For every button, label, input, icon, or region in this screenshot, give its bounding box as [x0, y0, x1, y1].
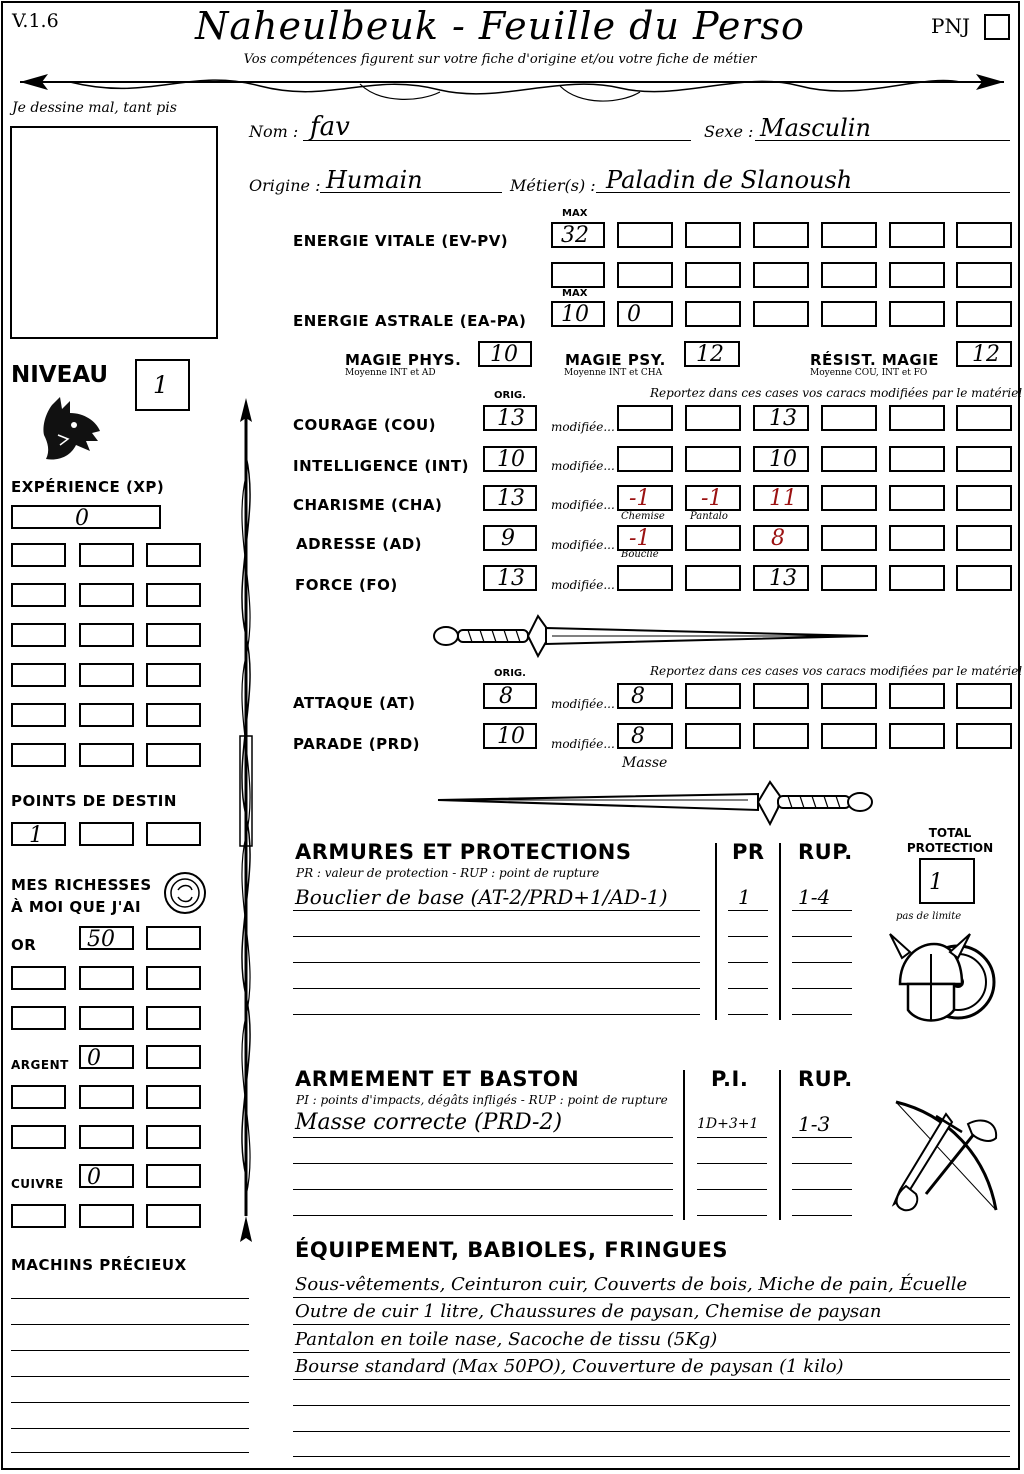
adresse-mod-box[interactable] [685, 525, 741, 551]
parade-mod-value: 8 [631, 724, 645, 749]
destin-label: POINTS DE DESTIN [11, 792, 177, 810]
or-box[interactable] [79, 966, 134, 990]
ea-box[interactable] [685, 301, 741, 327]
xp-box[interactable] [79, 583, 134, 607]
adresse-label: ADRESSE (AD) [296, 535, 423, 553]
intelligence-mod-box[interactable] [617, 446, 673, 472]
adresse-mod-value: -1 [629, 526, 651, 551]
ev-max-box[interactable] [551, 222, 605, 248]
adresse-mod-box[interactable] [753, 525, 809, 551]
cuivre-box[interactable] [79, 1164, 134, 1188]
niveau-value: 1 [153, 371, 169, 399]
parade-modif-label: modifiée... [551, 737, 615, 751]
charisme-label: CHARISME (CHA) [293, 496, 443, 514]
total-protection-hint: pas de limite [896, 911, 962, 922]
experience-value: 0 [75, 506, 89, 531]
equipement-line[interactable]: Pantalon en toile nase, Sacoche de tissu (5Kg) [295, 1329, 718, 1350]
magie-psy-hint: Moyenne INT et CHA [564, 368, 663, 378]
magie-phys-label: MAGIE PHYS. [345, 351, 462, 369]
ea-current-box[interactable] [617, 301, 673, 327]
parade-mod-box[interactable] [956, 723, 1012, 749]
adresse-mod-note: Bouclie [621, 549, 659, 560]
nom-label: Nom : [249, 122, 299, 141]
parade-orig-box[interactable] [483, 723, 537, 749]
sexe-line [755, 140, 1010, 141]
arme-line[interactable] [293, 1189, 673, 1190]
adresse-mod-box[interactable] [821, 525, 877, 551]
force-mod-box[interactable] [821, 565, 877, 591]
page-subtitle: Vos compétences figurent sur votre fiche d'origine et/ou votre fiche de métier [243, 52, 757, 67]
armures-divider [715, 843, 717, 1020]
xp-box[interactable] [11, 743, 66, 767]
ev-label: ENERGIE VITALE (EV-PV) [293, 232, 509, 250]
arme-line[interactable] [293, 1215, 673, 1216]
argent-value: 0 [87, 1046, 101, 1071]
armure-line[interactable] [293, 988, 700, 989]
intelligence-mod-box[interactable] [821, 446, 877, 472]
machins-line[interactable] [11, 1376, 249, 1377]
machins-line[interactable] [11, 1324, 249, 1325]
or-box[interactable] [79, 1006, 134, 1030]
or-value: 50 [87, 927, 115, 952]
destin-box[interactable] [79, 822, 134, 846]
ev-box[interactable] [685, 222, 741, 248]
equipement-line[interactable]: Sous-vêtements, Ceinturon cuir, Couverts de bois, Miche de pain, Écuelle [295, 1274, 968, 1295]
ea-box[interactable] [753, 301, 809, 327]
experience-box[interactable] [11, 505, 161, 529]
armure-rup-line [792, 910, 852, 911]
charisme-mod-box[interactable] [956, 485, 1012, 511]
xp-box[interactable] [11, 583, 66, 607]
machins-label: MACHINS PRÉCIEUX [11, 1256, 187, 1274]
force-mod-box[interactable] [753, 565, 809, 591]
or-box[interactable] [146, 926, 201, 950]
argent-box[interactable] [79, 1045, 134, 1069]
or-label: OR [11, 936, 37, 954]
xp-box[interactable] [146, 583, 201, 607]
ev-box[interactable] [617, 262, 673, 288]
resist-magie-label: RÉSIST. MAGIE [810, 351, 940, 369]
parade-orig-value: 10 [497, 724, 525, 749]
helmet-shield-icon [888, 924, 1003, 1034]
arme-row-pi[interactable]: 1D+3+1 [697, 1116, 759, 1132]
ev-box[interactable] [889, 262, 945, 288]
total-protection-label: TOTAL PROTECTION [906, 826, 994, 855]
xp-box[interactable] [146, 623, 201, 647]
resist-magie-hint: Moyenne COU, INT et FO [810, 368, 928, 378]
equipement-rule [293, 1379, 1010, 1380]
armement-hint: PI : points d'impacts, dégâts infligés - RUP : point de rupture [296, 1093, 668, 1107]
charisme-mod-note: Chemise [621, 511, 665, 522]
combat-orig-label: ORIG. [494, 668, 526, 679]
cuivre-label: CUIVRE [11, 1177, 64, 1191]
ea-box[interactable] [956, 301, 1012, 327]
armure-row-pr[interactable]: 1 [738, 885, 751, 909]
equipement-rule[interactable] [293, 1456, 1010, 1457]
arme-pi-line [697, 1137, 767, 1138]
force-modif-label: modifiée... [551, 578, 615, 592]
adresse-mod-box[interactable] [956, 525, 1012, 551]
richesses-label-line2: À MOI QUE J'AI [11, 898, 142, 916]
coin-icon [162, 870, 208, 916]
arme-rup-line[interactable] [792, 1215, 852, 1216]
attaque-mod-box[interactable] [685, 683, 741, 709]
magie-phys-hint: Moyenne INT et AD [345, 368, 436, 378]
page-title: Naheulbeuk - Feuille du Perso [195, 4, 805, 48]
ea-label: ENERGIE ASTRALE (EA-PA) [293, 312, 527, 330]
xp-box[interactable] [11, 663, 66, 687]
total-protection-value: 1 [929, 870, 943, 895]
force-mod-box[interactable] [956, 565, 1012, 591]
weapons-icon [886, 1094, 1006, 1218]
metier-value[interactable]: Paladin de Slanoush [606, 166, 853, 194]
argent-box[interactable] [79, 1125, 134, 1149]
armure-pr-line[interactable] [728, 936, 768, 937]
argent-box[interactable] [11, 1125, 66, 1149]
charisme-mod-note: Pantalo [690, 511, 728, 522]
arme-pi-line[interactable] [697, 1163, 767, 1164]
nom-line [303, 140, 691, 141]
or-box[interactable] [146, 1006, 201, 1030]
pnj-label: PNJ [931, 14, 970, 38]
cuivre-box[interactable] [79, 1204, 134, 1228]
equipement-rule[interactable] [293, 1431, 1010, 1432]
origine-line [320, 192, 502, 193]
intelligence-mod-box[interactable] [685, 446, 741, 472]
parade-mod-box[interactable] [821, 723, 877, 749]
armement-rup-label: RUP. [798, 1067, 853, 1091]
sexe-label: Sexe : [704, 122, 754, 141]
cuivre-value: 0 [87, 1165, 101, 1190]
dragon-icon [40, 395, 104, 465]
spear-vertical-ornament [226, 396, 266, 1256]
armure-line[interactable] [293, 936, 700, 937]
arme-rup-line [792, 1137, 852, 1138]
xp-box[interactable] [11, 703, 66, 727]
charisme-mod-value: -1 [629, 486, 651, 511]
intelligence-modif-label: modifiée... [551, 459, 615, 473]
force-orig-box[interactable] [483, 565, 537, 591]
magie-phys-box[interactable] [478, 341, 532, 367]
armement-divider [683, 1070, 685, 1220]
attaque-modif-label: modifiée... [551, 697, 615, 711]
caracs-orig-label: ORIG. [494, 390, 526, 401]
sword-ornament [428, 610, 878, 660]
armement-divider [779, 1070, 781, 1220]
intelligence-orig-box[interactable] [483, 446, 537, 472]
ev-box[interactable] [753, 222, 809, 248]
armures-title: ARMURES ET PROTECTIONS [295, 840, 632, 864]
magie-psy-box[interactable] [684, 341, 740, 367]
armures-divider [779, 843, 781, 1020]
attaque-orig-value: 8 [499, 684, 513, 709]
attaque-mod-value: 8 [631, 684, 645, 709]
courage-mod-box[interactable] [617, 405, 673, 431]
attaque-orig-box[interactable] [483, 683, 537, 709]
ev-box[interactable] [956, 222, 1012, 248]
ea-current-value: 0 [627, 302, 641, 327]
arme-rup-line[interactable] [792, 1163, 852, 1164]
cuivre-box[interactable] [146, 1204, 201, 1228]
armure-rup-line[interactable] [792, 988, 852, 989]
xp-box[interactable] [146, 543, 201, 567]
machins-line[interactable] [11, 1452, 249, 1453]
force-mod-box[interactable] [685, 565, 741, 591]
equipement-line[interactable]: Bourse standard (Max 50PO), Couverture de paysan (1 kilo) [295, 1356, 844, 1377]
argent-box[interactable] [11, 1085, 66, 1109]
armure-rup-line[interactable] [792, 962, 852, 963]
ev-box[interactable] [956, 262, 1012, 288]
charisme-orig-value: 13 [497, 486, 525, 511]
attaque-mod-box[interactable] [889, 683, 945, 709]
parade-mod-box[interactable] [617, 723, 673, 749]
resist-magie-value: 12 [972, 342, 1000, 367]
courage-mod-box[interactable] [956, 405, 1012, 431]
pnj-checkbox[interactable] [984, 14, 1010, 40]
xp-box[interactable] [79, 623, 134, 647]
charisme-mod-box[interactable] [617, 485, 673, 511]
ea-max-label: MAX [562, 288, 588, 299]
force-mod-box[interactable] [617, 565, 673, 591]
adresse-modif-label: modifiée... [551, 538, 615, 552]
xp-box[interactable] [11, 543, 66, 567]
courage-modif-label: modifiée... [551, 420, 615, 434]
equipement-rule [293, 1297, 1010, 1298]
or-box[interactable] [11, 966, 66, 990]
ea-box[interactable] [889, 301, 945, 327]
intelligence-label: INTELLIGENCE (INT) [293, 457, 469, 475]
resist-magie-box[interactable] [956, 341, 1012, 367]
ea-box[interactable] [821, 301, 877, 327]
nom-value[interactable]: fav [310, 112, 350, 142]
intelligence-mod-value: 10 [769, 447, 797, 472]
or-box[interactable] [79, 926, 134, 950]
ev-box[interactable] [551, 262, 605, 288]
armures-hint: PR : valeur de protection - RUP : point de rupture [296, 866, 600, 880]
arme-pi-line[interactable] [697, 1189, 767, 1190]
armure-row-name[interactable]: Bouclier de base (AT-2/PRD+1/AD-1) [295, 885, 668, 909]
force-orig-value: 13 [497, 566, 525, 591]
charisme-mod-box[interactable] [753, 485, 809, 511]
attaque-mod-box[interactable] [956, 683, 1012, 709]
equipement-rule[interactable] [293, 1405, 1010, 1406]
intelligence-mod-box[interactable] [956, 446, 1012, 472]
force-mod-box[interactable] [889, 565, 945, 591]
armement-pi-label: P.I. [711, 1067, 749, 1091]
attaque-mod-box[interactable] [821, 683, 877, 709]
magie-psy-value: 12 [696, 342, 724, 367]
parade-mod-box[interactable] [889, 723, 945, 749]
armures-pr-label: PR [732, 840, 765, 864]
argent-label: ARGENT [11, 1058, 69, 1072]
armure-pr-line[interactable] [728, 962, 768, 963]
or-box[interactable] [11, 1006, 66, 1030]
magie-phys-value: 10 [490, 342, 518, 367]
armure-row-rup[interactable]: 1-4 [798, 885, 831, 909]
armure-pr-line[interactable] [728, 1014, 768, 1015]
ev-box[interactable] [617, 222, 673, 248]
destin-value: 1 [29, 823, 43, 848]
niveau-label: NIVEAU [11, 362, 109, 388]
charisme-mod-box[interactable] [889, 485, 945, 511]
niveau-box[interactable] [135, 359, 190, 411]
xp-box[interactable] [146, 663, 201, 687]
arme-line [293, 1137, 673, 1138]
xp-box[interactable] [11, 623, 66, 647]
attaque-mod-box[interactable] [617, 683, 673, 709]
xp-box[interactable] [79, 703, 134, 727]
ev-box[interactable] [821, 262, 877, 288]
argent-box[interactable] [146, 1125, 201, 1149]
arme-pi-line[interactable] [697, 1215, 767, 1216]
courage-mod-box[interactable] [889, 405, 945, 431]
or-box[interactable] [146, 966, 201, 990]
intelligence-orig-value: 10 [497, 447, 525, 472]
machins-line[interactable] [11, 1428, 249, 1429]
sword-ornament [428, 778, 878, 828]
magie-psy-label: MAGIE PSY. [565, 351, 666, 369]
force-mod-value: 13 [769, 566, 797, 591]
charisme-orig-box[interactable] [483, 485, 537, 511]
parade-label: PARADE (PRD) [293, 735, 421, 753]
xp-box[interactable] [79, 663, 134, 687]
xp-box[interactable] [146, 703, 201, 727]
charisme-mod-value: -1 [701, 486, 723, 511]
parade-weapon-note: Masse [622, 755, 668, 771]
armure-line[interactable] [293, 1014, 700, 1015]
armures-rup-label: RUP. [798, 840, 853, 864]
machins-line[interactable] [11, 1350, 249, 1351]
courage-mod-box[interactable] [821, 405, 877, 431]
cuivre-box[interactable] [146, 1164, 201, 1188]
equipement-rule [293, 1352, 1010, 1353]
intelligence-mod-box[interactable] [753, 446, 809, 472]
ev-max-label: MAX [562, 208, 588, 219]
courage-label: COURAGE (COU) [293, 416, 437, 434]
portrait-caption: Je dessine mal, tant pis [12, 100, 177, 116]
metier-label: Métier(s) : [510, 176, 596, 195]
xp-box[interactable] [146, 743, 201, 767]
adresse-mod-box[interactable] [889, 525, 945, 551]
parade-mod-box[interactable] [753, 723, 809, 749]
courage-orig-value: 13 [497, 406, 525, 431]
adresse-mod-value: 8 [771, 526, 785, 551]
machins-line[interactable] [11, 1402, 249, 1403]
version-label: V.1.6 [12, 10, 59, 32]
machins-line[interactable] [11, 1298, 249, 1299]
equipement-line[interactable]: Outre de cuir 1 litre, Chaussures de paysan, Chemise de paysan [295, 1301, 882, 1322]
sexe-value[interactable]: Masculin [760, 114, 871, 142]
armure-rup-line[interactable] [792, 936, 852, 937]
cuivre-box[interactable] [11, 1204, 66, 1228]
charisme-mod-box[interactable] [821, 485, 877, 511]
caracs-note: Reportez dans ces cases vos caracs modifiées par le matériel [650, 386, 1023, 400]
arme-rup-line[interactable] [792, 1189, 852, 1190]
ea-max-box[interactable] [551, 301, 605, 327]
metier-line [596, 192, 1010, 193]
combat-note: Reportez dans ces cases vos caracs modifiées par le matériel [650, 664, 1023, 678]
argent-box[interactable] [79, 1085, 134, 1109]
ev-box[interactable] [685, 262, 741, 288]
intelligence-mod-box[interactable] [889, 446, 945, 472]
equipement-title: ÉQUIPEMENT, BABIOLES, FRINGUES [295, 1238, 728, 1262]
ev-max-value: 32 [561, 223, 589, 248]
attaque-mod-box[interactable] [753, 683, 809, 709]
armure-pr-line [728, 910, 768, 911]
arme-row-rup[interactable]: 1-3 [798, 1112, 831, 1136]
destin-box[interactable] [146, 822, 201, 846]
courage-mod-box[interactable] [685, 405, 741, 431]
ea-max-value: 10 [561, 302, 589, 327]
courage-orig-box[interactable] [483, 405, 537, 431]
arme-row-name[interactable]: Masse correcte (PRD-2) [295, 1110, 563, 1135]
armure-line[interactable] [293, 962, 700, 963]
origine-label: Origine : [249, 176, 321, 195]
parade-mod-box[interactable] [685, 723, 741, 749]
force-label: FORCE (FO) [295, 576, 398, 594]
ev-box[interactable] [821, 222, 877, 248]
equipement-rule [293, 1324, 1010, 1325]
total-protection-box[interactable] [919, 858, 975, 904]
ev-box[interactable] [889, 222, 945, 248]
arme-line[interactable] [293, 1163, 673, 1164]
destin-box[interactable] [11, 822, 66, 846]
adresse-orig-value: 9 [501, 526, 515, 551]
richesses-label-line1: MES RICHESSES [11, 876, 152, 894]
argent-box[interactable] [146, 1045, 201, 1069]
armement-title: ARMEMENT ET BASTON [295, 1067, 580, 1091]
armure-line [293, 910, 700, 911]
argent-box[interactable] [146, 1085, 201, 1109]
origine-value[interactable]: Humain [326, 166, 423, 194]
adresse-orig-box[interactable] [483, 525, 537, 551]
adresse-mod-box[interactable] [617, 525, 673, 551]
ev-box[interactable] [753, 262, 809, 288]
attaque-label: ATTAQUE (AT) [293, 694, 416, 712]
armure-pr-line[interactable] [728, 988, 768, 989]
charisme-mod-box[interactable] [685, 485, 741, 511]
experience-label: EXPÉRIENCE (XP) [11, 478, 165, 496]
armure-rup-line[interactable] [792, 1014, 852, 1015]
xp-box[interactable] [79, 543, 134, 567]
courage-mod-box[interactable] [753, 405, 809, 431]
charisme-mod-value: 11 [769, 486, 797, 511]
courage-mod-value: 13 [769, 406, 797, 431]
charisme-modif-label: modifiée... [551, 498, 615, 512]
portrait-box[interactable] [10, 126, 218, 339]
xp-box[interactable] [79, 743, 134, 767]
